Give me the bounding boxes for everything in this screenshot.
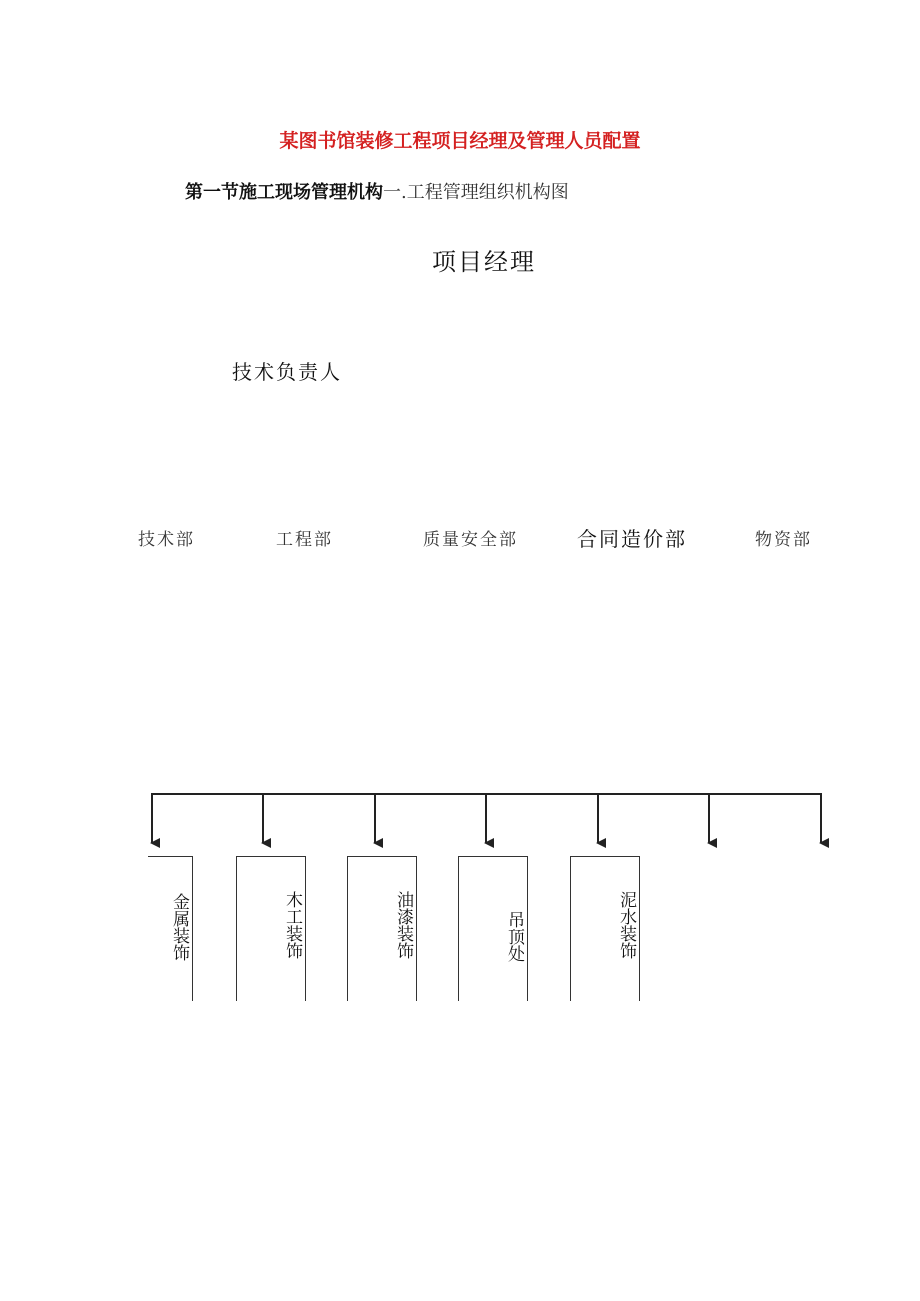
crew-label-painting: 油漆装饰 <box>393 891 413 959</box>
crew-label-carpentry: 木工装饰 <box>282 891 302 959</box>
document-title: 某图书馆装修工程项目经理及管理人员配置 <box>279 130 641 152</box>
dept-technical: 技术部 <box>138 530 195 550</box>
crew-label-masonry: 泥水装饰 <box>616 891 636 959</box>
crew-box-ceiling <box>458 856 528 1001</box>
dept-contract-cost: 合同造价部 <box>577 527 687 551</box>
crew-label-ceiling: 吊顶处 <box>504 911 524 962</box>
crew-box-painting <box>347 856 417 1001</box>
technical-lead-node: 技术负责人 <box>232 360 342 384</box>
crew-box-carpentry <box>236 856 306 1001</box>
crew-box-metal <box>148 856 193 1001</box>
crew-label-metal: 金属装饰 <box>169 893 189 961</box>
dept-materials: 物资部 <box>755 530 812 550</box>
crew-box-masonry <box>570 856 640 1001</box>
dept-quality-safety: 质量安全部 <box>423 530 518 550</box>
section-title: 第一节施工现场管理机构 <box>185 182 383 203</box>
project-manager-node: 项目经理 <box>432 248 536 276</box>
dept-engineering: 工程部 <box>276 530 333 550</box>
section-subtitle: 一.工程管理组织机构图 <box>383 182 569 203</box>
